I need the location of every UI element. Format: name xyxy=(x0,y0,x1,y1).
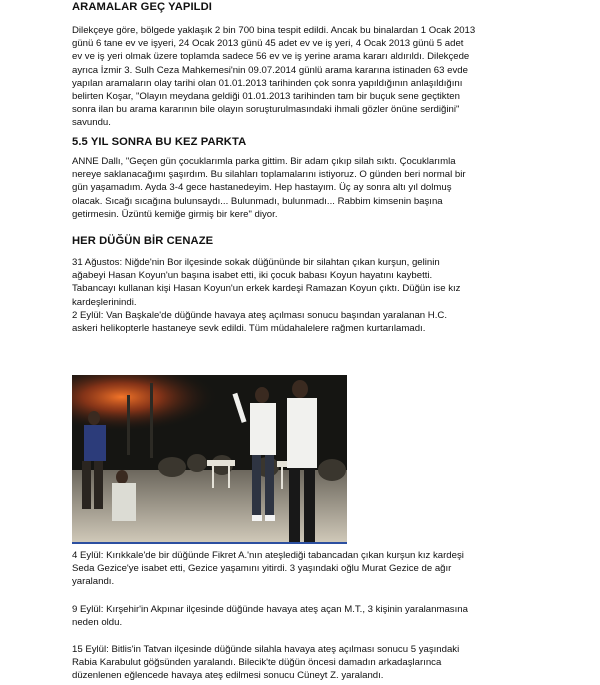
text-line: ağabeyi Hasan Koyun'un başına isabet etti, iki çocuk babası Koyun hayatını kaybetti. xyxy=(72,270,433,282)
text-line: ev ve iş yeri olmak üzere toplamda sadece 56 ev ve iş yerine arama kararı aldırıldı. Dilekçede xyxy=(72,51,470,63)
heading-aramalar: ARAMALAR GEÇ YAPILDI xyxy=(72,1,212,13)
text-line: ANNE Dallı, "Geçen gün çocuklarımla parka gittim. Bir adam çıkıp silah sıktı. Çocuklarımla xyxy=(72,156,456,167)
wedding-photo xyxy=(72,375,347,542)
text-line: 4 Eylül: Kırıkkale'de bir düğünde Fikret A.'nın ateşlediği tabancadan çıkan kurşun kız kardeşi xyxy=(72,550,464,561)
text-line: yapılan aramaların olay tarihi olan 01.01.2013 tarihinden çok sonra yapıldığının anlaşıldığını xyxy=(72,77,463,89)
section-park xyxy=(72,135,530,221)
paragraph-dugun-1 xyxy=(72,256,530,335)
text-line: sonra ilan bu arama kararının bile olayın soruşturulmasındaki ihmali gözler önüne serdiğini" xyxy=(72,104,460,116)
text-line: Seda Gezice'ye isabet etti, Gezice yaşamını yitirdi. 3 yaşındaki oğlu Murat Gezice de ağır xyxy=(72,563,452,575)
paragraph-eylul-9 xyxy=(72,603,530,629)
text-line: askeri helikopterle hastaneye sevk edildi. Tüm müdahalelere rağmen kurtarılamadı. xyxy=(72,323,426,335)
text-line: günü 6 tane ev ve işyeri, 24 Ocak 2013 günü 45 adet ev ve iş yeri, 4 Ocak 2013 günü 5 adet xyxy=(72,38,464,50)
paragraph-eylul-4 xyxy=(72,549,530,589)
heading-dugun: HER DÜĞÜN BİR CENAZE xyxy=(72,235,214,247)
text-line: getirmesin. Üzüntü kemiğe girmiş bir kere" diyor. xyxy=(72,208,278,220)
section-arama xyxy=(72,0,530,130)
text-line: Rabia Karabulut göğsünden yaralandı. Bilecik'te düğün öncesi damadın arkadaşlarınca xyxy=(72,657,442,669)
section-eylul-15 xyxy=(72,643,530,683)
section-eylul-9 xyxy=(72,603,530,629)
text-line: belirten Koşar, "Olayın meydana geldiği 01.01.2013 tarihinden tam bir buçuk sene geçtikten xyxy=(72,91,460,103)
text-line: 31 Ağustos: Niğde'nin Bor ilçesinde sokak düğününde bir silahtan çıkan kurşun, gelinin xyxy=(72,257,440,268)
text-line: düzenlenen eğlencede havaya ateş edilmesi sonucu Cüneyt Z. yaralandı. xyxy=(72,670,384,682)
text-line: nereye saklanacağımı şaşırdım. Bu silahları toplamalarını istiyoruz. O günden beri normal bir xyxy=(72,169,466,181)
text-line: ayrıca İzmir 3. Sulh Ceza Mahkemesi'nin 09.07.2014 günlü arama kararına istinaden 63 evde xyxy=(72,64,468,76)
text-line: gün yaşamadım. Ayda 3-4 gece hastanedeyim. Hep hastayım. Üç ay sonra altı yıl dolmuş xyxy=(72,182,452,194)
text-line: Dilekçeye göre, bölgede yaklaşık 2 bin 700 bina tespit edildi. Ancak bu binalardan 1 Ocak 2013 xyxy=(72,25,476,36)
paragraph-eylul-15 xyxy=(72,643,530,683)
heading-park: 5.5 YIL SONRA BU KEZ PARKTA xyxy=(72,136,247,148)
text-line: neden oldu. xyxy=(72,617,123,629)
section-dugun xyxy=(72,234,530,335)
wedding-night-photo-icon xyxy=(72,375,347,542)
text-line: 15 Eylül: Bitlis'in Tatvan ilçesinde düğünde silahla havaya ateş açılması sonucu 5 yaşındaki xyxy=(72,644,460,655)
paragraph-aramalar xyxy=(72,24,530,130)
text-line: olacak. Sıcağı sıcağına bulunsaydı... Bulunmadı, bulunmadı... Rabbim kimsenin başına xyxy=(72,195,443,207)
paragraph-park xyxy=(72,155,530,221)
text-line: yaralandı. xyxy=(72,576,115,588)
section-eylul-4 xyxy=(72,549,530,589)
text-line: 2 Eylül: Van Başkale'de düğünde havaya ateş açılması sonucu başından yaralanan H.C. xyxy=(72,309,447,321)
text-line: savundu. xyxy=(72,117,111,129)
photo-frame-line xyxy=(72,542,347,544)
text-line: Tabancayı kullanan kişi Hasan Koyun'un erkek kardeşi Ramazan Koyun çıktı. Düğün ise kız xyxy=(72,283,461,295)
text-line: kardeşlerinindi. xyxy=(72,296,137,308)
text-line: 9 Eylül: Kırşehir'in Akpınar ilçesinde düğünde havaya ateş açan M.T., 3 kişinin yaralanmasına xyxy=(72,604,468,615)
